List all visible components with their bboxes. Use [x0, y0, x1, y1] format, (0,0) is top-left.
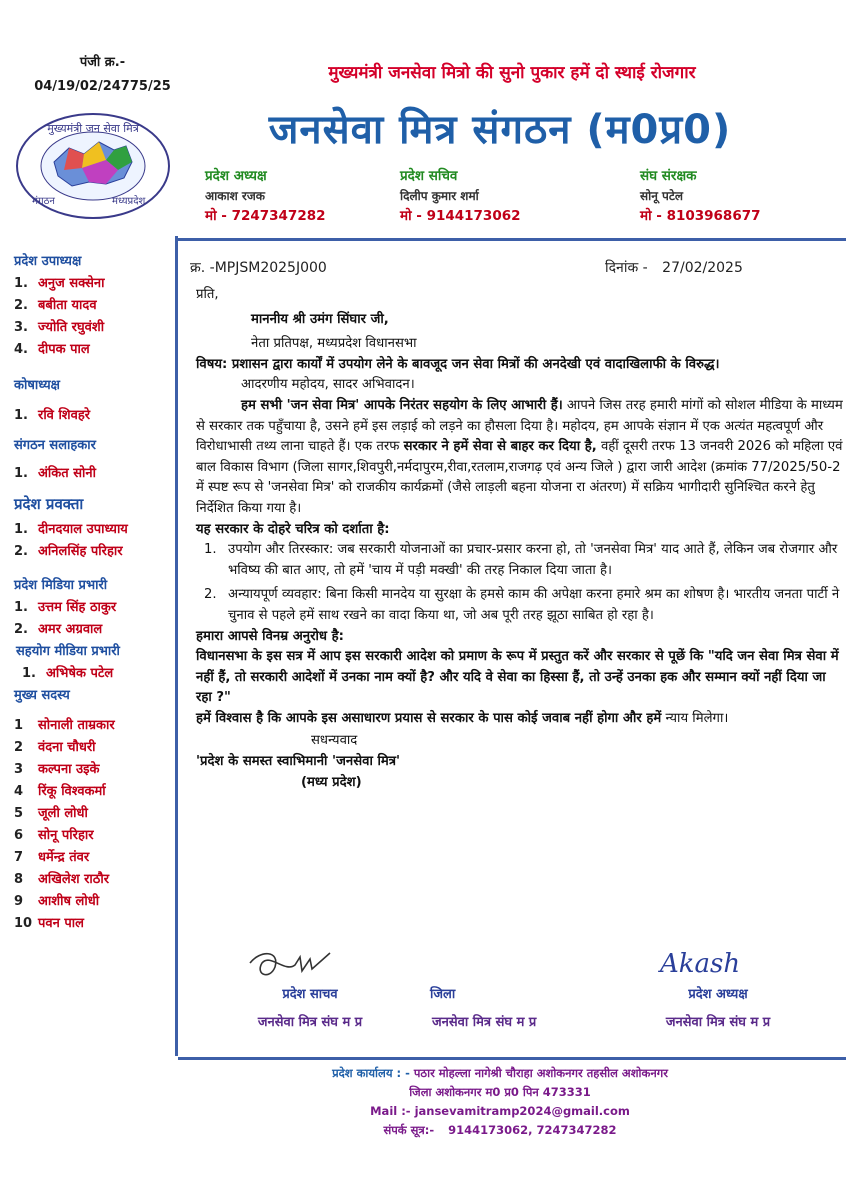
item-name: अंकित सोनी	[38, 466, 96, 481]
double-character-line: यह सरकार के दोहरे चरित्र को दर्शाता है:	[196, 521, 390, 537]
officer-name: सोनू पटेल	[640, 189, 684, 203]
item-number: 5	[14, 806, 24, 821]
item-number: 1.	[14, 276, 28, 291]
officer-phone: मो - 8103968677	[640, 208, 761, 224]
item-name: पवन पाल	[38, 916, 84, 931]
seal-right-text: मध्यप्रदेश	[112, 196, 146, 207]
officer-phone: मो - 7247347282	[205, 208, 326, 224]
contact-line	[180, 1121, 820, 1140]
item-number: 1.	[14, 522, 28, 537]
item-number: 4	[14, 784, 24, 799]
list-item	[0, 847, 172, 869]
item-number: 7	[14, 850, 24, 865]
point-text: अन्यायपूर्ण व्यवहार: बिना किसी मानदेय या सुरक्षा के हमसे काम की अपेक्षा करना हमारे श्रम का शोषण है। भारतीय जनता पार्टी ने चुनाव से पहले हमें साथ रखने का वादा किया था, जो अब पूरी तरह झूठा साबित हो रहा है।	[228, 587, 840, 623]
from-state: (मध्य प्रदेश)	[301, 774, 362, 790]
item-name: अखिलेश राठौर	[38, 872, 110, 887]
officer-name: दिलीप कुमार शर्मा	[400, 189, 479, 203]
item-name: दीपक पाल	[38, 342, 90, 357]
section-title-advisor: संगठन सलाहकार	[14, 438, 96, 453]
section-title-spokesperson: प्रदेश प्रवक्ता	[14, 495, 84, 513]
list-item	[0, 825, 172, 847]
office-label: प्रदेश कार्यालय : -	[332, 1066, 410, 1080]
list-item	[0, 803, 172, 825]
item-name: सोनू परिहार	[38, 828, 94, 843]
item-number: 1.	[22, 666, 36, 681]
president-signature-image	[652, 940, 772, 985]
list-item	[0, 737, 172, 759]
seal-top-text: मुख्यमंत्री जन सेवा मित्र	[47, 122, 139, 135]
list-item	[0, 317, 172, 339]
list-item	[0, 913, 172, 935]
item-name: अभिषेक पटेल	[46, 666, 114, 681]
point-number: 2.	[204, 587, 217, 603]
officer-phone: मो - 9144173062	[400, 208, 521, 224]
item-name: दीनदयाल उपाध्याय	[38, 522, 128, 537]
footer-divider	[178, 1057, 846, 1060]
district-line: जिला अशोकनगर म0 प्र0 पिन 473331	[409, 1085, 591, 1099]
list-item	[0, 339, 172, 361]
section-title-members: मुख्य सदस्य	[14, 688, 70, 703]
item-number: 2	[14, 740, 24, 755]
mail-line: Mail :- jansevamitramp2024@gmail.com	[370, 1104, 630, 1118]
officer-title: संघ संरक्षक	[640, 168, 697, 184]
list-item	[0, 405, 172, 427]
list-item	[0, 597, 172, 619]
point-number: 1.	[204, 542, 217, 558]
item-number: 10	[14, 916, 33, 931]
item-number: 6	[14, 828, 24, 843]
salutation-to: प्रति,	[196, 287, 219, 302]
signature-block-president	[628, 984, 808, 1034]
list-item	[0, 619, 172, 641]
list-item	[0, 541, 172, 563]
item-name: अमर अग्रवाल	[38, 622, 103, 637]
slogan: मुख्यमंत्री जनसेवा मित्रो की सुनो पुकार हमें दो स्थाई रोजगार	[328, 63, 696, 83]
item-number: 4.	[14, 342, 28, 357]
item-name: आशीष लोधी	[38, 894, 100, 909]
office-line	[180, 1064, 820, 1083]
item-number: 1	[14, 718, 24, 733]
thanks-line: सधन्यवाद	[311, 733, 358, 749]
item-number: 1.	[14, 466, 28, 481]
signature-org: जनसेवा मित्र संघ म प्र	[257, 1015, 363, 1030]
hope-text: न्याय मिलेगा।	[665, 710, 729, 726]
recipient-name: माननीय श्री उमंग सिंघार जी,	[251, 311, 389, 327]
header-divider	[178, 238, 846, 241]
point-2	[196, 585, 844, 626]
item-name: रवि शिवहरे	[38, 408, 91, 423]
contact-numbers: 9144173062, 7247347282	[448, 1123, 617, 1137]
letter-body	[196, 285, 844, 793]
section-title-treasurer: कोषाध्यक्ष	[14, 378, 60, 393]
item-name: जूली लोधी	[38, 806, 88, 821]
contact-label: संपर्क सूत्र:-	[383, 1123, 435, 1137]
greeting: आदरणीय महोदय, सादर अभिवादन।	[241, 377, 415, 393]
hope-line	[196, 709, 844, 730]
date-label: दिनांक -	[605, 260, 648, 276]
item-name: अनुज सक्सेना	[38, 276, 105, 291]
officer-president	[205, 166, 415, 226]
list-item	[0, 463, 172, 485]
office-address: पठार मोहल्ला नागेश्री चौराहा अशोकनगर तहसील अशोकनगर	[413, 1066, 668, 1080]
list-item	[0, 781, 172, 803]
item-number: 3.	[14, 320, 28, 335]
letter-date	[605, 258, 743, 277]
registration-number: 04/19/02/24775/25	[34, 79, 171, 94]
list-item	[0, 869, 172, 891]
subject-line: विषय: प्रशासन द्वारा कार्यों में उपयोग लेने के बावजूद जन सेवा मित्रों की अनदेखी एवं वादाखिलाफी के विरुद्ध।	[196, 356, 720, 372]
point-text: उपयोग और तिरस्कार: जब सरकारी योजनाओं का प्रचार-प्रसार करना हो, तो 'जनसेवा मित्र' याद आते हैं, लेकिन जब रोजगार और भविष्य की बात आए, तो हमें 'चाय में पड़ी मक्खी' की तरह निकाल दिया जाता है।	[228, 542, 838, 578]
item-name: ज्योति रघुवंशी	[38, 320, 105, 335]
para1-text2: वहीं दूसरी तरफ 13 जनवरी 2026 को महिला एवं बाल विकास विभाग (जिला सागर,शिवपुरी,नर्मदापुरम,रीवा,रतलाम,राजगढ़ एवं अन्य जिले ) द्वारा जारी आदेश (क्रमांक 77/2025/50-2 में स्पष्ट रूप से 'जनसेवा मित्र' को राजकीय कार्यक्रमों (जैसे लाड़ली बहना योजना रा अंतरण) में सक्रिय भागीदारी सुनिश्चित करने हेतु निर्देशित किया गया है।	[196, 439, 843, 516]
sidebar-divider	[175, 236, 178, 1056]
item-name: सोनाली ताम्रकार	[38, 718, 115, 733]
signature-title: प्रदेश साचव	[282, 987, 338, 1002]
secretary-signature-image	[240, 945, 360, 985]
item-name: रिंकू विश्वकर्मा	[38, 784, 106, 799]
recipient-title: नेता प्रतिपक्ष, मध्यप्रदेश विधानसभा	[251, 336, 417, 352]
item-name: धर्मेन्द्र तंवर	[38, 850, 90, 865]
item-number: 2.	[14, 622, 28, 637]
item-name: अनिलसिंह परिहार	[38, 544, 123, 559]
officer-title: प्रदेश अध्यक्ष	[205, 168, 267, 184]
signature-block-secretary	[220, 984, 400, 1034]
list-item	[0, 273, 172, 295]
signature-org: जनसेवा मित्र संघ म प्र	[432, 1015, 537, 1030]
from-line: 'प्रदेश के समस्त स्वाभिमानी 'जनसेवा मित्र'	[196, 754, 401, 770]
request-title: हमारा आपसे विनम्र अनुरोध है:	[196, 628, 344, 644]
footer-address	[180, 1064, 820, 1140]
section-title-media: प्रदेश मिडिया प्रभारी	[14, 578, 108, 593]
item-name: बबीता यादव	[38, 298, 97, 313]
para1-bold: हम सभी 'जन सेवा मित्र' आपके निरंतर सहयोग के लिए आभारी हैं।	[241, 397, 563, 413]
signature-block-district	[400, 984, 580, 1034]
item-name: उत्तम सिंह ठाकुर	[38, 600, 117, 615]
section-title-vp: प्रदेश उपाध्यक्ष	[14, 254, 82, 269]
reference-number: क्र. -MPJSM2025J000	[190, 260, 327, 276]
date-value: 27/02/2025	[662, 260, 743, 276]
president-signature-text: Akash	[660, 949, 741, 979]
officer-name: आकाश रजक	[205, 189, 265, 203]
item-number: 1.	[14, 600, 28, 615]
point-1	[196, 540, 844, 581]
list-item	[0, 295, 172, 317]
list-item	[0, 759, 172, 781]
request-text: विधानसभा के इस सत्र में आप इस सरकारी आदेश को प्रमाण के रूप में प्रस्तुत करें और सरकार से पूछें कि "यदि जन सेवा मित्र सेवा में नहीं हैं, तो सरकारी आदेशों में उनका नाम क्यों है? और यदि वे सेवा का हिस्सा हैं, तो उन्हें उनका हक और सम्मान क्यों नहीं दिया जा रहा ?"	[196, 649, 839, 706]
list-item	[0, 663, 172, 685]
item-number: 8	[14, 872, 24, 887]
signature-title: जिला	[430, 987, 456, 1002]
officer-patron	[640, 166, 848, 226]
list-item	[0, 715, 172, 737]
sidebar-members	[0, 245, 172, 935]
section-title-comedia: सहयोग मीडिया प्रभारी	[16, 644, 120, 659]
item-number: 1.	[14, 408, 28, 423]
officer-secretary	[400, 166, 610, 226]
signature-org: जनसेवा मित्र संघ म प्र	[665, 1015, 771, 1030]
signature-title: प्रदेश अध्यक्ष	[688, 987, 748, 1002]
organization-name: जनसेवा मित्र संगठन (म0प्र0)	[268, 107, 732, 153]
para1-bold2: सरकार ने हमें सेवा से बाहर कर दिया है,	[403, 439, 597, 455]
item-number: 2.	[14, 544, 28, 559]
para1-text: आपने जिस तरह हमारी मांगों को सोशल मीडिया के माध्यम से सरकार तक पहुँचाया है, उसने हमें इस लड़ाई को लड़ने का हौसला दिया है। महोदय, हम आपके संज्ञान में एक अत्यंत महत्वपूर्ण और विरोधाभासी तथ्य लाना चाहते हैं। एक तरफ	[196, 397, 843, 455]
registration-label: पंजी क्र.-	[79, 55, 126, 70]
organization-seal	[14, 112, 172, 220]
item-number: 2.	[14, 298, 28, 313]
officer-title: प्रदेश सचिव	[400, 168, 458, 184]
list-item	[0, 519, 172, 541]
paragraph-1	[196, 396, 844, 520]
list-item	[0, 891, 172, 913]
item-name: वंदना चौधरी	[38, 740, 96, 755]
seal-left-text: मंगठन	[32, 196, 55, 207]
item-number: 3	[14, 762, 24, 777]
hope-bold: हमें विश्वास है कि आपके इस असाधारण प्रयास से सरकार के पास कोई जवाब नहीं होगा और हमें	[196, 710, 662, 726]
item-name: कल्पना उइके	[38, 762, 100, 777]
item-number: 9	[14, 894, 24, 909]
